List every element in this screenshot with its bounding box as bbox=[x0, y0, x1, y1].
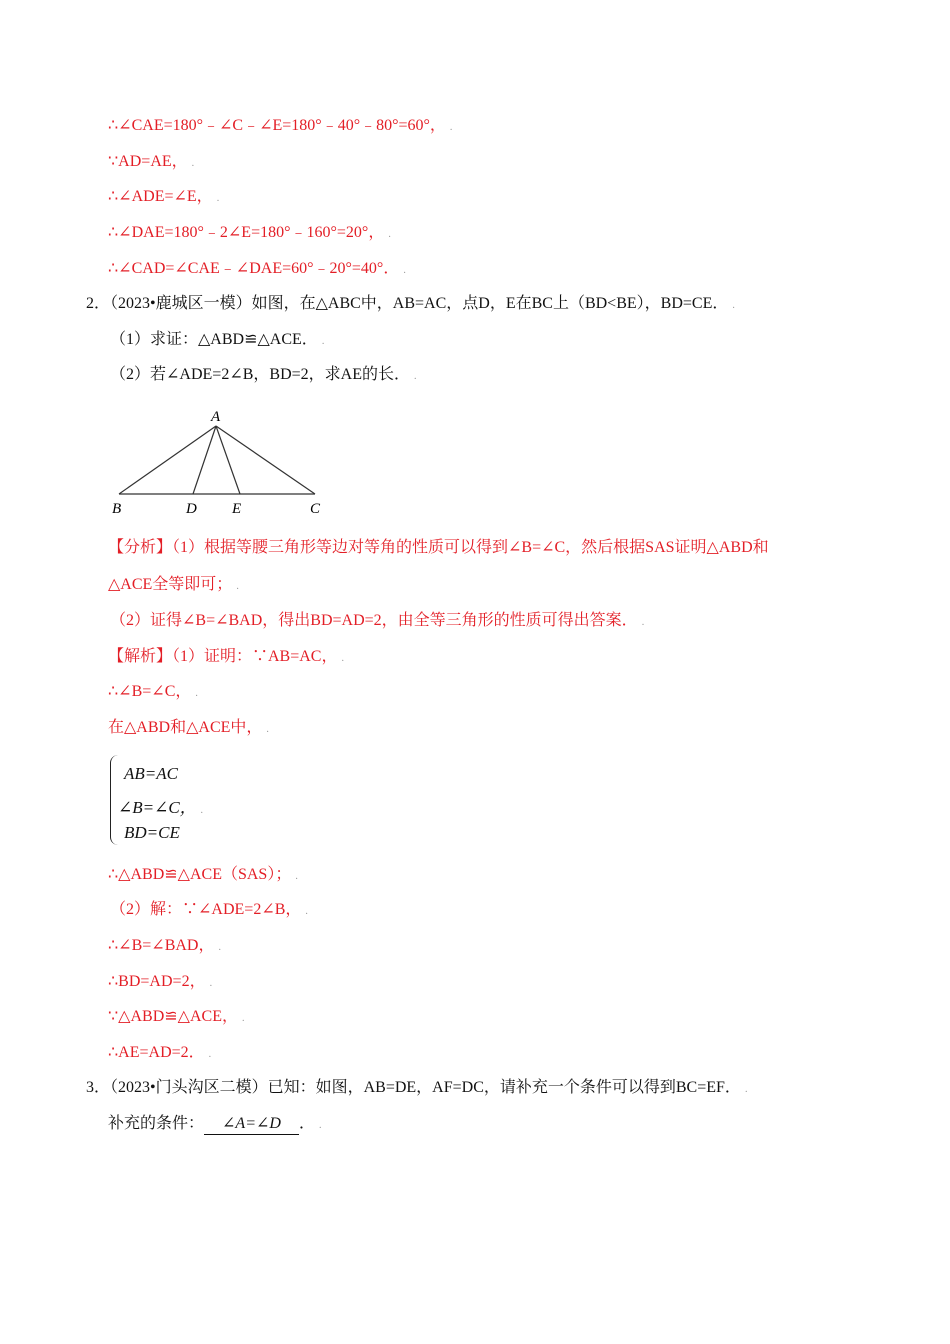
label-c: C bbox=[310, 501, 321, 517]
solution-line: ∴BD=AD=2， . bbox=[108, 973, 213, 990]
segment-ad bbox=[193, 426, 216, 494]
triangle-figure bbox=[100, 400, 340, 525]
question-2-part1: （1）求证：△ABD≌△ACE． . bbox=[110, 331, 325, 348]
solution-line: ∴∠CAD=∠CAE﹣∠DAE=60°﹣20°=40°． . bbox=[108, 260, 406, 277]
label-a: A bbox=[211, 409, 221, 425]
analysis-line: （2）证得∠B=∠BAD，得出BD=AD=2，由全等三角形的性质可得出答案． . bbox=[110, 612, 645, 629]
segment-ae bbox=[216, 426, 240, 494]
question-3-stem: 3．（2023•门头沟区二模）已知：如图，AB=DE，AF=DC，请补充一个条件可以得到BC=EF． . bbox=[86, 1079, 748, 1096]
label-e: E bbox=[232, 501, 242, 517]
solution-line: ∵AD=AE， . bbox=[108, 153, 195, 170]
label-b: B bbox=[112, 501, 122, 517]
question-2-part2: （2）若∠ADE=2∠B，BD=2，求AE的长． . bbox=[110, 366, 417, 383]
solution-line: ∴∠ADE=∠E， . bbox=[108, 188, 220, 205]
solution-line: （2）解：∵∠ADE=2∠B， . bbox=[110, 901, 308, 918]
system-row: AB=AC bbox=[124, 764, 178, 783]
solution-line: ∴∠CAE=180°﹣∠C﹣∠E=180°﹣40°﹣80°=60°， . bbox=[108, 117, 453, 134]
label-d: D bbox=[186, 501, 197, 517]
solution-line: ∴∠B=∠BAD， . bbox=[108, 937, 221, 954]
analysis-line: △ACE全等即可； . bbox=[108, 576, 239, 593]
answer-blank: ∠A=∠D bbox=[204, 1114, 299, 1135]
solution-line: ∴△ABD≌△ACE（SAS）； . bbox=[108, 866, 298, 883]
equation-system bbox=[110, 755, 310, 847]
solution-line: ∴AE=AD=2． . bbox=[108, 1044, 212, 1061]
solution-line: 在△ABD和△ACE中， . bbox=[108, 719, 269, 736]
solution-line: ∵△ABD≌△ACE， . bbox=[108, 1008, 245, 1025]
question-3-answer: 补充的条件： ∠A=∠D ． . bbox=[108, 1114, 321, 1136]
segment-ab bbox=[119, 426, 216, 494]
solution-line: 【解析】（1）证明：∵AB=AC， . bbox=[108, 648, 344, 665]
solution-line: ∴∠B=∠C， . bbox=[108, 683, 198, 700]
analysis-line: 【分析】（1）根据等腰三角形等边对等角的性质可以得到∠B=∠C，然后根据SAS证明△ABD和 bbox=[108, 539, 769, 556]
solution-line: ∴∠DAE=180°﹣2∠E=180°﹣160°=20°， . bbox=[108, 224, 391, 241]
question-2-stem: 2．（2023•鹿城区一模）如图，在△ABC中，AB=AC，点D，E在BC上（BD<BE），BD=CE． . bbox=[86, 295, 735, 312]
segment-ac bbox=[216, 426, 315, 494]
system-row: BD=CE bbox=[124, 823, 180, 842]
system-row: ∠B=∠C， . bbox=[118, 798, 204, 817]
